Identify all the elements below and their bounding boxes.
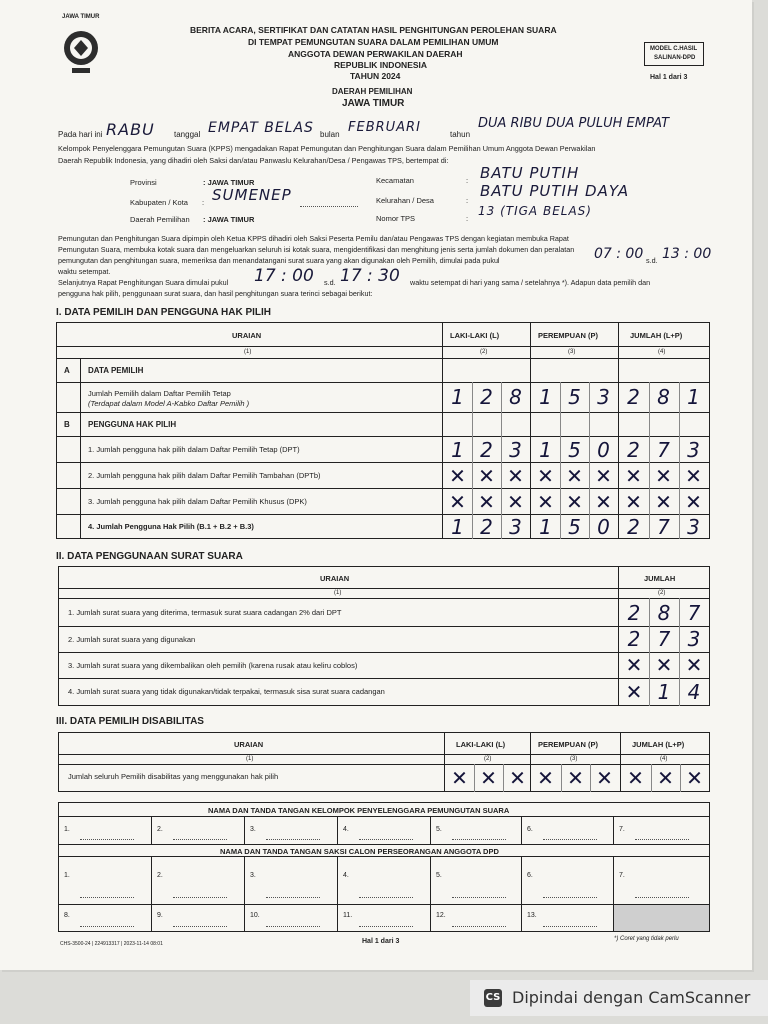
saksi-number-signature-line-7 (635, 897, 689, 898)
b1-digit-1: 1 (451, 438, 464, 462)
saksi-number-4: 4. (343, 872, 349, 879)
saksi-number-signature-line-4 (359, 897, 413, 898)
a1-digit-9: 1 (687, 385, 700, 409)
s3-header-uraian: URAIAN (234, 740, 264, 749)
b3-digit-5: ✕ (566, 490, 583, 514)
rule (58, 626, 710, 627)
saksi-number-signature-line-6 (543, 897, 597, 898)
s1-header-j: JUMLAH (L+P) (630, 331, 683, 340)
tahun-value: DUA RIBU DUA PULUH EMPAT (478, 116, 670, 131)
saksi-number-7: 7. (619, 872, 625, 879)
kpps-signature-title: NAMA DAN TANDA TANGAN KELOMPOK PENYELENGGARA PEMUNGUTAN SUARA (208, 806, 510, 815)
tanggal-value: EMPAT BELAS (208, 120, 314, 136)
page-number: Hal 1 dari 3 (650, 74, 688, 81)
saksi-number-row2-signature-line-6 (543, 926, 597, 927)
signature-column-rule (430, 856, 431, 932)
digit-separator (472, 382, 473, 539)
s3-r1-digit-6: ✕ (596, 766, 613, 790)
rule (58, 754, 710, 755)
saksi-number-row2-signature-line-1 (80, 926, 134, 927)
kpps-number-signature-line-7 (635, 839, 689, 840)
a1-digit-2: 2 (480, 385, 493, 409)
title-line-2: DI TEMPAT PEMUNGUTAN SUARA DALAM PEMILIHAN UMUM (248, 37, 499, 47)
tps-colon: : (466, 214, 469, 223)
count-start-value: 17 : 00 (254, 266, 314, 286)
s3-r1-digit-7: ✕ (627, 766, 644, 790)
b4-digit-4: 1 (539, 515, 552, 539)
saksi-number-signature-line-1 (80, 897, 134, 898)
digit-separator (649, 598, 650, 706)
s3-col-num-4: (4) (660, 756, 668, 762)
intro-line-3: Daerah Republik Indonesia, yang dihadiri oleh Saksi dan/atau Panwaslu Kelurahan/Desa / Pengawas TPS, bertempat di: (58, 156, 449, 165)
b1-digit-6: 0 (597, 438, 610, 462)
daerah-label: DAERAH PEMILIHAN (332, 87, 413, 96)
rule (56, 382, 710, 383)
footer-code: CHS-3500-24 | 224913317 | 2023-11-14 08:01 (60, 941, 163, 947)
para-line-5b: waktu setempat di hari yang sama / setelahnya *). Adapun data pemilih dan (410, 278, 651, 287)
kpps-number-signature-line-1 (80, 839, 134, 840)
s1-col-num-3: (3) (568, 349, 576, 355)
b2-digit-8: ✕ (655, 464, 672, 488)
rule (58, 598, 710, 599)
a1-digit-7: 2 (627, 385, 640, 409)
para-line-2: Pemungutan Suara, membuka kotak suara dan mengeluarkan seluruh isi kotak suara, mengidentifikasi dan menghitung jenis serta jumlah dokumen dan peralatan (58, 245, 575, 254)
b4-digit-8: 7 (657, 515, 670, 539)
title-line-1: BERITA ACARA, SERTIFIKAT DAN CATATAN HASIL PENGHITUNGAN PEROLEHAN SUARA (190, 25, 557, 35)
s1-header-l: LAKI-LAKI (L) (450, 331, 500, 340)
provinsi-value: : JAWA TIMUR (203, 178, 255, 187)
title-line-3: ANGGOTA DEWAN PERWAKILAN DAERAH (288, 49, 463, 59)
saksi-number-row2-4: 11. (343, 912, 353, 919)
kpps-number-signature-line-5 (452, 839, 506, 840)
signature-column-rule (521, 856, 522, 932)
b2-digit-5: ✕ (566, 464, 583, 488)
s2-r2-digit-2: 7 (657, 627, 671, 651)
saksi-number-signature-line-3 (266, 897, 320, 898)
kpps-number-signature-line-3 (266, 839, 320, 840)
kpu-emblem-icon (58, 24, 104, 94)
digit-separator (649, 382, 650, 539)
section-a-code: A (64, 366, 70, 375)
section-1-title: I. DATA PEMILIH DAN PENGGUNA HAK PILIH (56, 307, 271, 318)
kpps-number-signature-line-4 (359, 839, 413, 840)
end-time-value: 13 : 00 (662, 246, 712, 262)
digit-separator (679, 382, 680, 539)
a1-digit-1: 1 (451, 385, 464, 409)
b3-digit-7: ✕ (625, 490, 642, 514)
sd-label-1: s.d. (646, 256, 658, 265)
b1-digit-4: 1 (539, 438, 552, 462)
s2-r2-digit-3: 3 (687, 627, 701, 651)
a1-digit-5: 5 (568, 385, 581, 409)
kpps-number-6: 6. (527, 826, 533, 833)
signature-column-rule (337, 816, 338, 844)
kecamatan-value: BATU PUTIH (480, 164, 580, 182)
signature-column-rule (151, 816, 152, 844)
digit-separator (680, 764, 681, 792)
s2-r2-digit-1: 2 (627, 627, 641, 651)
kpps-number-7: 7. (619, 826, 625, 833)
saksi-number-5: 5. (436, 872, 442, 879)
saksi-number-row2-3: 10. (250, 912, 260, 919)
b1-digit-7: 2 (627, 438, 640, 462)
dapil-label: Daerah Pemilihan (130, 215, 190, 224)
rule (56, 436, 710, 437)
s3-r1-digit-3: ✕ (509, 766, 526, 790)
s3-header-p: PEREMPUAN (P) (538, 740, 599, 749)
s2-r3-digit-1: ✕ (625, 653, 643, 677)
rule (56, 346, 710, 347)
s2-r1-digit-1: 2 (627, 601, 641, 625)
section-b-code: B (64, 420, 70, 429)
b3-digit-3: ✕ (507, 490, 524, 514)
daerah-value: JAWA TIMUR (342, 98, 405, 109)
kpps-number-1: 1. (64, 826, 70, 833)
s2-r3-digit-2: ✕ (655, 653, 673, 677)
signature-column-rule (337, 856, 338, 932)
title-line-5: TAHUN 2024 (350, 71, 401, 81)
para-line-6: pengguna hak pilih, penggunaan surat suara, dan hasil penghitungan suara terinci sebagai berikut: (58, 289, 373, 298)
saksi-number-signature-line-5 (452, 897, 506, 898)
section-3-title: III. DATA PEMILIH DISABILITAS (56, 716, 204, 727)
b4-digit-5: 5 (568, 515, 581, 539)
provinsi-label: Provinsi (130, 178, 157, 187)
count-end-value: 17 : 30 (340, 266, 400, 286)
b3-digit-6: ✕ (595, 490, 612, 514)
b4-digit-3: 3 (509, 515, 522, 539)
saksi-number-row2-signature-line-4 (359, 926, 413, 927)
kelurahan-label: Kelurahan / Desa (376, 196, 434, 205)
sd-label-2: s.d. (324, 278, 336, 287)
a1-digit-4: 1 (539, 385, 552, 409)
signature-column-rule (613, 856, 614, 932)
s2-r1-label: 1. Jumlah surat suara yang diterima, termasuk surat suara cadangan 2% dari DPT (68, 608, 342, 617)
signature-column-rule (430, 816, 431, 844)
s2-r4-digit-2: 1 (657, 680, 671, 704)
s3-r1-label: Jumlah seluruh Pemilih disabilitas yang menggunakan hak pilih (68, 772, 279, 781)
signature-column-rule (244, 816, 245, 844)
b2-label: 2. Jumlah pengguna hak pilih dalam Daftar Pemilih Tambahan (DPTb) (88, 471, 321, 480)
dapil-value: : JAWA TIMUR (203, 215, 255, 224)
saksi-number-1: 1. (64, 872, 70, 879)
saksi-number-6: 6. (527, 872, 533, 879)
b4-digit-2: 2 (480, 515, 493, 539)
saksi-number-row2-6: 13. (527, 912, 537, 919)
tps-value: 13 (TIGA BELAS) (478, 204, 592, 218)
kpps-number-signature-line-2 (173, 839, 227, 840)
kpps-number-5: 5. (436, 826, 442, 833)
saksi-number-3: 3. (250, 872, 256, 879)
pada-hari-label: Pada hari ini (58, 130, 103, 139)
saksi-number-row2-1: 8. (64, 912, 70, 919)
empty-signature-cell (613, 905, 709, 931)
s2-r3-digit-3: ✕ (685, 653, 703, 677)
signature-column-rule (521, 816, 522, 844)
a1-digit-6: 3 (597, 385, 610, 409)
b1-digit-9: 3 (687, 438, 700, 462)
s2-col-num-1: (1) (334, 590, 342, 596)
b4-label: 4. Jumlah Pengguna Hak Pilih (B.1 + B.2 + B.3) (88, 522, 254, 531)
rule (56, 412, 710, 413)
digit-separator (589, 382, 590, 539)
kecamatan-colon: : (466, 176, 469, 185)
b2-digit-9: ✕ (685, 464, 702, 488)
rule (56, 462, 710, 463)
section-b-title: PENGGUNA HAK PILIH (88, 420, 177, 429)
s3-col-num-1: (1) (246, 756, 254, 762)
s3-col-num-3: (3) (570, 756, 578, 762)
logo-region-text: JAWA TIMUR (62, 14, 100, 20)
rule (58, 588, 710, 589)
rule (80, 358, 81, 539)
s3-r1-digit-2: ✕ (480, 766, 497, 790)
kabupaten-colon: : (202, 198, 205, 207)
b2-digit-6: ✕ (595, 464, 612, 488)
rule (56, 358, 710, 359)
b4-digit-7: 2 (627, 515, 640, 539)
s2-r4-label: 4. Jumlah surat suara yang tidak digunakan/tidak terpakai, termasuk sisa surat suara cadangan (68, 687, 385, 696)
para-line-4: waktu setempat. (58, 267, 111, 276)
digit-separator (560, 382, 561, 539)
s3-r1-digit-8: ✕ (657, 766, 674, 790)
kpps-number-signature-line-6 (543, 839, 597, 840)
s3-r1-digit-4: ✕ (537, 766, 554, 790)
b3-digit-8: ✕ (655, 490, 672, 514)
start-time-value: 07 : 00 (594, 246, 644, 262)
camscanner-logo-icon: CS (484, 989, 502, 1007)
rule (56, 488, 710, 489)
s1-header-p: PEREMPUAN (P) (538, 331, 599, 340)
para-line-1: Pemungutan dan Penghitungan Suara dipimpin oleh Ketua KPPS dihadiri oleh Saksi Peserta Pemilu dan/atau Pengawas TPS dengan kegiatan membuka Rapat (58, 234, 569, 243)
b3-label: 3. Jumlah pengguna hak pilih dalam Daftar Pemilih Khusus (DPK) (88, 497, 307, 506)
s3-r1-digit-1: ✕ (451, 766, 468, 790)
s3-header-j: JUMLAH (L+P) (632, 740, 685, 749)
s2-r4-digit-1: ✕ (625, 680, 643, 704)
model-line-2: SALINAN-DPD (654, 55, 696, 61)
footer-note: *) Coret yang tidak perlu (614, 936, 679, 942)
s2-r1-digit-3: 7 (687, 601, 701, 625)
footer-page: Hal 1 dari 3 (362, 938, 400, 945)
saksi-number-row2-signature-line-5 (452, 926, 506, 927)
digit-separator (474, 764, 475, 792)
s2-r1-digit-2: 8 (657, 601, 671, 625)
digit-separator (503, 764, 504, 792)
b4-digit-1: 1 (451, 515, 464, 539)
kelurahan-colon: : (466, 196, 469, 205)
s3-col-num-2: (2) (484, 756, 492, 762)
s2-col-num-2: (2) (658, 590, 666, 596)
b2-digit-7: ✕ (625, 464, 642, 488)
s3-r1-digit-9: ✕ (686, 766, 703, 790)
signature-column-rule (151, 856, 152, 932)
kecamatan-label: Kecamatan (376, 176, 414, 185)
model-line-1: MODEL C.HASIL (650, 46, 698, 52)
a1-label-line-2: (Terdapat dalam Model A-Kabko Daftar Pemilih ) (88, 399, 250, 408)
camscanner-text: Dipindai dengan CamScanner (512, 988, 751, 1007)
digit-separator (501, 382, 502, 539)
hari-value: RABU (106, 120, 155, 139)
saksi-number-signature-line-2 (173, 897, 227, 898)
digit-separator (651, 764, 652, 792)
saksi-number-row2-2: 9. (157, 912, 163, 919)
b3-digit-2: ✕ (478, 490, 495, 514)
b2-digit-3: ✕ (507, 464, 524, 488)
digit-separator (561, 764, 562, 792)
s1-col-num-4: (4) (658, 349, 666, 355)
signature-column-rule (244, 856, 245, 932)
s3-header-l: LAKI-LAKI (L) (456, 740, 506, 749)
s2-r3-label: 3. Jumlah surat suara yang dikembalikan oleh pemilih (karena rusak atau keliru coblos) (68, 661, 358, 670)
a1-digit-8: 8 (657, 385, 670, 409)
b3-digit-4: ✕ (537, 490, 554, 514)
kabupaten-dots (300, 206, 358, 207)
s1-header-uraian: URAIAN (232, 331, 262, 340)
section-a-title: DATA PEMILIH (88, 366, 144, 375)
s3-r1-digit-5: ✕ (567, 766, 584, 790)
section-2-title: II. DATA PENGGUNAAN SURAT SUARA (56, 551, 243, 562)
a1-digit-3: 8 (509, 385, 522, 409)
s2-header-uraian: URAIAN (320, 574, 350, 583)
kpu-logo (58, 14, 104, 104)
b2-digit-2: ✕ (478, 464, 495, 488)
tahun-label: tahun (450, 130, 471, 139)
b2-digit-4: ✕ (537, 464, 554, 488)
title-line-4: REPUBLIK INDONESIA (334, 60, 428, 70)
para-line-3: pemungutan dan penghitungan suara, memeriksa dan menandatangani surat suara yang akan digunakan oleh Pemilih, dimulai pada pukul (58, 256, 500, 265)
kabupaten-label: Kabupaten / Kota (130, 198, 188, 207)
s2-r4-digit-3: 4 (687, 680, 701, 704)
saksi-number-row2-signature-line-3 (266, 926, 320, 927)
para-line-5a: Selanjutnya Rapat Penghitungan Suara dimulai pukul (58, 278, 229, 287)
saksi-signature-title: NAMA DAN TANDA TANGAN SAKSI CALON PERSEORANGAN ANGGOTA DPD (220, 847, 499, 856)
kpps-number-3: 3. (250, 826, 256, 833)
b4-digit-9: 3 (687, 515, 700, 539)
b1-digit-2: 2 (480, 438, 493, 462)
rule (58, 678, 710, 679)
rule (58, 844, 710, 845)
s1-col-num-1: (1) (244, 349, 252, 355)
saksi-number-row2-5: 12. (436, 912, 446, 919)
bulan-label: bulan (320, 130, 340, 139)
digit-separator (590, 764, 591, 792)
s2-header-jumlah: JUMLAH (644, 574, 676, 583)
tanggal-label: tanggal (174, 130, 201, 139)
saksi-number-row2-signature-line-2 (173, 926, 227, 927)
kpps-number-4: 4. (343, 826, 349, 833)
kelurahan-value: BATU PUTIH DAYA (480, 182, 630, 200)
b1-digit-3: 3 (509, 438, 522, 462)
rule (58, 652, 710, 653)
s1-col-num-2: (2) (480, 349, 488, 355)
bulan-value: FEBRUARI (348, 120, 421, 135)
a1-label-line-1: Jumlah Pemilih dalam Daftar Pemilih Tetap (88, 389, 231, 398)
camscanner-watermark (470, 980, 768, 1016)
s2-r2-label: 2. Jumlah surat suara yang digunakan (68, 635, 196, 644)
b1-label: 1. Jumlah pengguna hak pilih dalam Daftar Pemilih Tetap (DPT) (88, 445, 300, 454)
b3-digit-1: ✕ (449, 490, 466, 514)
saksi-number-2: 2. (157, 872, 163, 879)
intro-line-2: Kelompok Penyelenggara Pemungutan Suara (KPPS) mengadakan Rapat Pemungutan dan Penghitungan Suara dalam Pemilihan Umum Anggota Dewan Perwakilan (58, 144, 596, 153)
b4-digit-6: 0 (597, 515, 610, 539)
b1-digit-5: 5 (568, 438, 581, 462)
signature-column-rule (613, 816, 614, 844)
b2-digit-1: ✕ (449, 464, 466, 488)
digit-separator (679, 598, 680, 706)
kabupaten-value: SUMENEP (212, 186, 292, 204)
tps-label: Nomor TPS (376, 214, 416, 223)
kpps-number-2: 2. (157, 826, 163, 833)
b1-digit-8: 7 (657, 438, 670, 462)
b3-digit-9: ✕ (685, 490, 702, 514)
